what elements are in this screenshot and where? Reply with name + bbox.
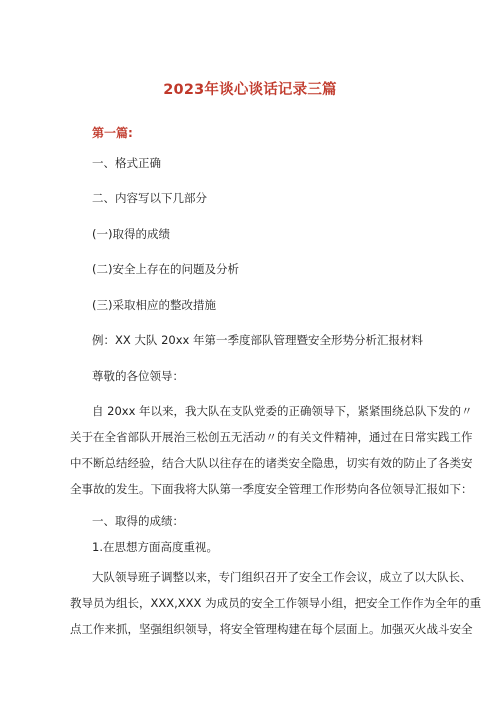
subheading-ideology: 1.在思想方面高度重视。: [92, 540, 218, 554]
paragraph-line: 全事故的发生。下面我将大队第一季度安全管理工作形势向各位领导汇报如下：: [70, 482, 473, 496]
document-title: 2023年谈心谈话记录三篇: [163, 82, 337, 98]
subheading-achievements: 一、取得的成绩：: [92, 514, 184, 528]
outline-item-format: 一、格式正确: [92, 156, 161, 170]
example-title: 例：XX 大队 20xx 年第一季度部队管理暨安全形势分析汇报材料: [92, 333, 423, 347]
body-paragraph-intro: [70, 398, 473, 502]
paragraph-line: 中不断总结经验，结合大队以往存在的诸类安全隐患，切实有效的防止了各类安: [70, 456, 473, 470]
outline-item-problems: (二)安全上存在的问题及分析: [92, 262, 239, 276]
paragraph-line: 点工作来抓，坚强组织领导，将安全管理构建在每个层面上。加强灭火战斗安全: [70, 622, 473, 636]
outline-item-measures: (三)采取相应的整改措施: [92, 298, 216, 312]
paragraph-line: 大队领导班子调整以来，专门组织召开了安全工作会议，成立了以大队长、: [92, 570, 472, 584]
paragraph-line: 教导员为组长，XXX,XXX 为成员的安全工作领导小组，把安全工作作为全年的重: [70, 596, 482, 610]
paragraph-line: 关于在全省部队开展治三松创五无活动〃的有关文件精神，通过在日常实践工作: [70, 430, 473, 444]
salutation: 尊敬的各位领导：: [92, 369, 184, 383]
paragraph-line: 自 20xx 年以来，我大队在支队党委的正确领导下，紧紧围绕总队下发的〃: [92, 404, 473, 418]
body-paragraph-leadership: [70, 564, 482, 642]
section-heading: 第一篇:: [92, 126, 133, 140]
outline-item-content: 二、内容写以下几部分: [92, 191, 207, 205]
outline-item-achievements: (一)取得的成绩: [92, 227, 170, 241]
